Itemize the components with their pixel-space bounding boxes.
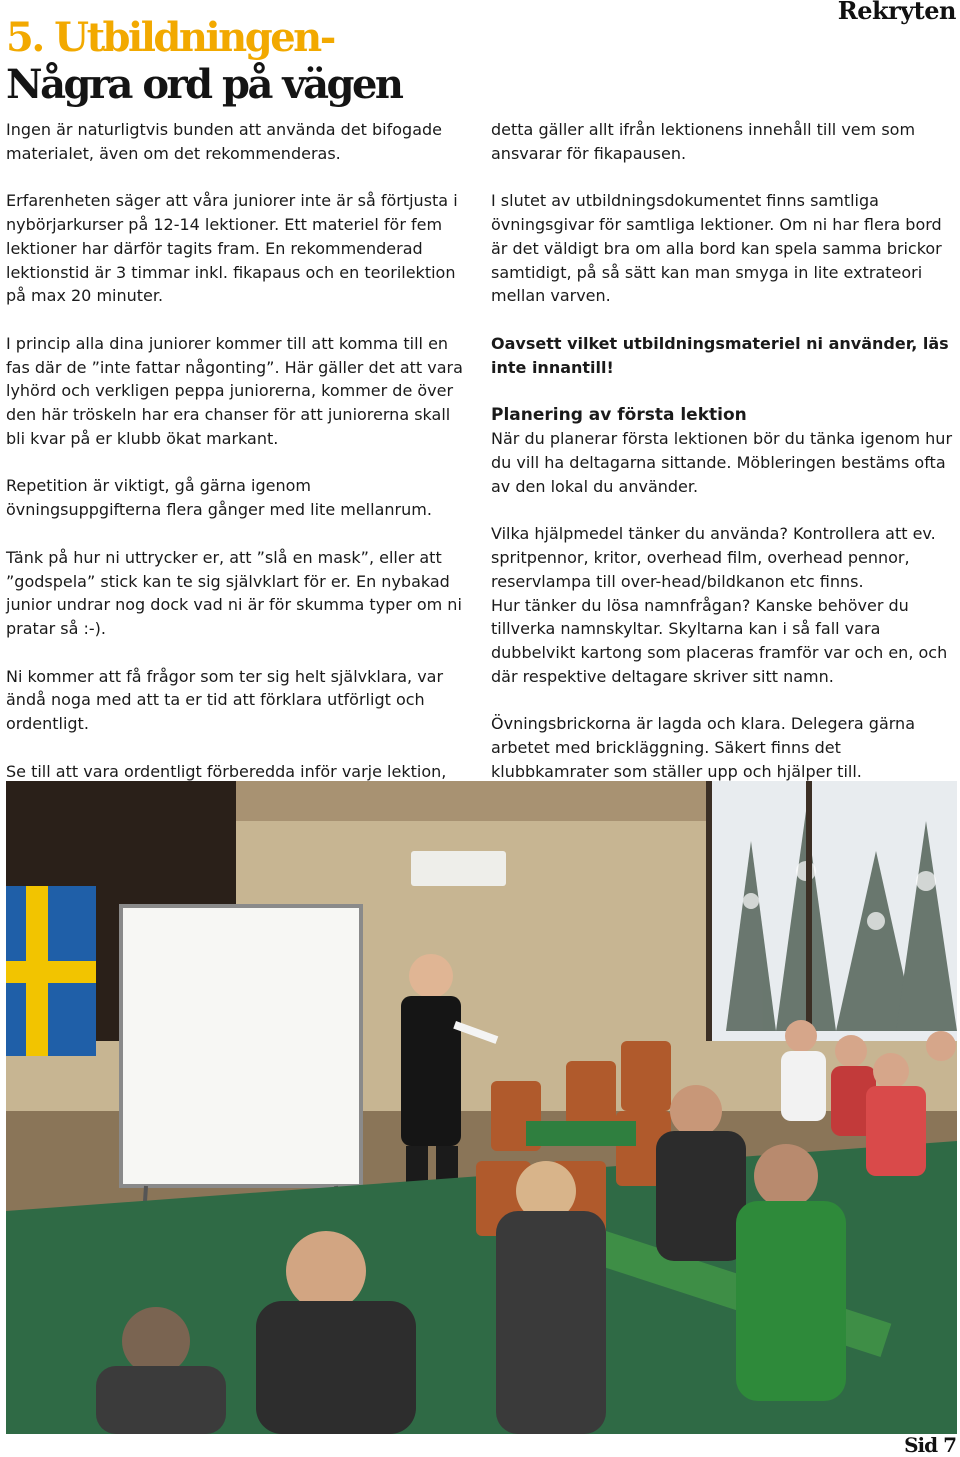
paragraph: Tänk på hur ni uttrycker er, att ”slå en mask”, eller att ”godspela” stick kan te sig självklart för er. En nybakad junior undrar nog dock vad ni är för skumma typer om ni pratar så :-). <box>6 547 462 638</box>
section-subheading: Planering av första lektion <box>491 405 747 426</box>
paragraph: Vilka hjälpmedel tänker du använda? Kontrollera att ev. spritpennor, kritor, overhead film, overhead pennor, reservlampa till over-head/bildkanon etc finns. <box>491 524 936 591</box>
emphasis-paragraph: Oavsett vilket utbildningsmateriel ni använder, läs inte innantill! <box>491 333 949 377</box>
paragraph: detta gäller allt ifrån lektionens innehåll till vem som ansvarar för fikapausen. <box>491 120 916 163</box>
paragraph: Övningsbrickorna är lagda och klara. Delegera gärna arbetet med brickläggning. Säkert finns det klubbkamrater som ställer upp och hjälper till. <box>491 714 915 781</box>
left-column <box>6 118 468 807</box>
paragraph: I slutet av utbildningsdokumentet finns samtliga övningsgivar för samtliga lektioner. Om ni har flera bord är det väldigt bra om alla bord kan spela samma brickor samtidigt, på så sätt kan man smyga in lite extrateori mellan varven. <box>491 191 942 306</box>
classroom-photo <box>6 781 957 1434</box>
paragraph: Se till att vara ordentligt förberedda inför varje lektion, <box>6 761 447 781</box>
page-title <box>6 14 402 108</box>
paragraph: Hur tänker du lösa namnfrågan? Kanske behöver du tillverka namnskyltar. Skyltarna kan i så fall vara dubbelvikt kartong som placeras framför var och en, och där respektive deltagare skriver sitt namn. <box>491 595 948 686</box>
right-column <box>491 118 957 807</box>
header-brand: Rekryten <box>837 0 956 25</box>
paragraph: I princip alla dina juniorer kommer till att komma till en fas där de ”inte fattar någonting”. Här gäller det att vara lyhörd och verkligen peppa juniorerna, kommer de över den här tröskeln har era chanser för att juniorerna skall bli kvar på er klubb ökat markant. <box>6 333 463 448</box>
paragraph: Ingen är naturligtvis bunden att använda det bifogade materialet, även om det rekommenderas. <box>6 120 442 163</box>
paragraph: Ni kommer att få frågor som ter sig helt självklara, var ändå noga med att ta er tid att förklara utförligt och ordentligt. <box>6 666 444 734</box>
paragraph: När du planerar första lektionen bör du tänka igenom hur du vill ha deltagarna sittande. Möbleringen bestäms ofta av den lokal du använder. <box>491 429 953 496</box>
title-line-1: 5. Utbildningen- <box>6 14 334 61</box>
title-line-2: Några ord på vägen <box>6 61 402 108</box>
page-number: Sid 7 <box>904 1433 956 1457</box>
paragraph: Erfarenheten säger att våra juniorer inte är så förtjusta i nybörjarkurser på 12-14 lektioner. Ett materiel för fem lektioner har därför tagits fram. En rekommenderad lektionstid är 3 timmar inkl. fikapaus och en teorilektion på max 20 minuter. <box>6 191 458 306</box>
paragraph: Repetition är viktigt, gå gärna igenom övningsuppgifterna flera gånger med lite mellanrum. <box>6 476 432 520</box>
